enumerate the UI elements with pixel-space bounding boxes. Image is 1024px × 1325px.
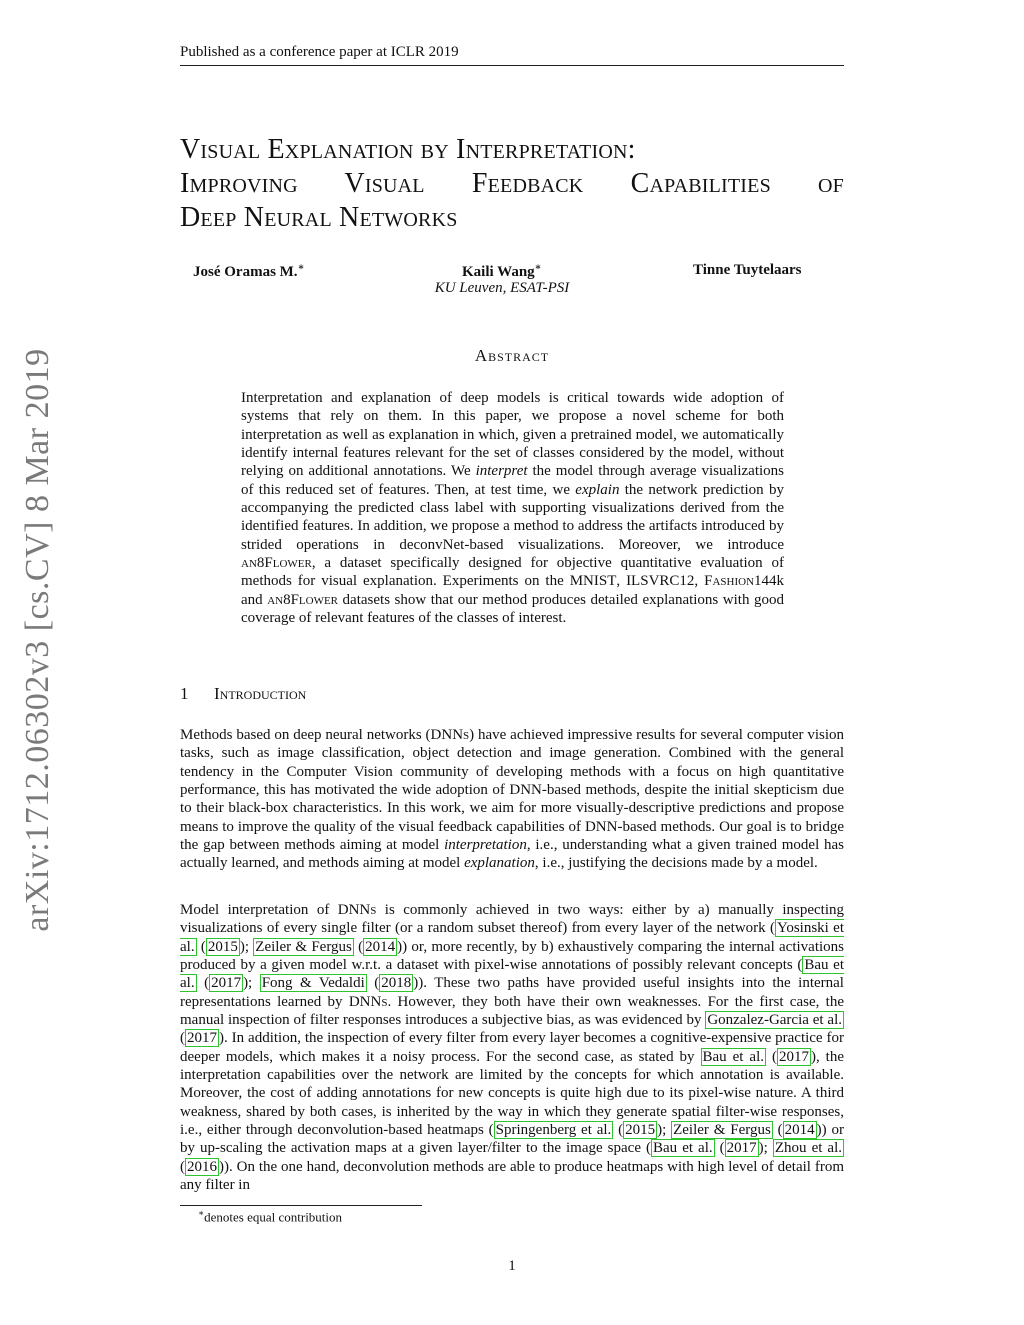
title-line-2: Improving Visual Feedback Capabilities of bbox=[180, 168, 844, 199]
abstract-text: , bbox=[694, 573, 705, 590]
body-text: ( bbox=[613, 1122, 624, 1139]
section-heading bbox=[180, 684, 306, 704]
body-text: ( bbox=[180, 1158, 185, 1175]
citation-link[interactable]: Springenberg et al. bbox=[495, 1122, 612, 1139]
citation-link[interactable]: 2014 bbox=[365, 938, 396, 955]
footnote-rule bbox=[180, 1205, 422, 1206]
citation-link[interactable]: Yosinski et al. bbox=[180, 920, 845, 955]
citation-link[interactable]: Bau et al. bbox=[702, 1048, 764, 1065]
abstract-emph: explain bbox=[575, 481, 620, 498]
abstract-text: datasets show that our method produces detailed explanations with good coverage of relevant features of the classes of interest. bbox=[241, 591, 784, 627]
citation-link[interactable]: 2018 bbox=[381, 975, 412, 992]
body-text: ); bbox=[239, 938, 254, 955]
intro-paragraph-1 bbox=[180, 726, 844, 873]
body-text: ( bbox=[772, 1122, 783, 1139]
citation-link[interactable]: 2015 bbox=[625, 1122, 656, 1139]
body-text: ( bbox=[366, 975, 380, 992]
author-2 bbox=[462, 262, 542, 281]
abstract-text: , a dataset specifically designed for objective quantitative evaluation of methods for visual explanation. Experiments on the bbox=[241, 555, 784, 590]
abstract-body bbox=[241, 389, 784, 627]
dataset-name: an8Flower bbox=[241, 555, 312, 572]
body-text: ( bbox=[714, 1140, 725, 1157]
arxiv-id: arXiv:1712.06302v3 [cs.CV] 8 Mar 2019 bbox=[19, 348, 56, 932]
dataset-name: Fashion bbox=[704, 573, 755, 590]
title-line-1: Visual Explanation by Interpretation: bbox=[180, 134, 636, 165]
page-number: 1 bbox=[508, 1258, 516, 1274]
citation-link[interactable]: 2015 bbox=[207, 938, 238, 955]
intro-paragraph-2 bbox=[180, 901, 844, 1195]
citation-link[interactable]: 2016 bbox=[187, 1158, 217, 1175]
dataset-name: 144k bbox=[754, 573, 785, 590]
section-title: Introduction bbox=[214, 684, 307, 703]
section-number: 1 bbox=[180, 684, 189, 703]
abstract-text: , bbox=[616, 573, 627, 590]
emph-text: interpretation bbox=[444, 837, 527, 854]
body-text: ); bbox=[657, 1122, 672, 1139]
author-name: José Oramas M. bbox=[193, 264, 298, 280]
author-mark: ∗ bbox=[534, 262, 542, 273]
abstract-text: the network prediction by accompanying the predicted class label with supporting visualizations derived from the identified features. In addition, we propose a method to address the artifacts introduced by strided operations in deconvNet-based visualizations. Moreover, we introduce bbox=[241, 481, 784, 553]
body-text: )) or by up-scaling the activation maps at a given layer/filter to the image space ( bbox=[180, 1122, 844, 1157]
citation-link[interactable]: 2017 bbox=[726, 1140, 757, 1157]
body-text: Model interpretation of bbox=[180, 902, 338, 918]
emph-text: explanation bbox=[464, 855, 535, 872]
citation-link[interactable]: Zeiler & Fergus bbox=[255, 938, 352, 955]
acronym: DNNs bbox=[430, 727, 470, 743]
body-text: -based methods. Our goal is to bridge the gap between methods aiming at model bbox=[180, 818, 845, 854]
body-text: , i.e., justifying the decisions made by a model. bbox=[534, 855, 818, 872]
paper-title bbox=[180, 133, 844, 235]
citation-link[interactable]: 2014 bbox=[784, 1122, 815, 1139]
body-text: , i.e., understanding what a given trained model has actually learned, and methods aiming at model bbox=[180, 837, 844, 872]
dataset-name: ILSVRC12 bbox=[626, 573, 695, 590]
citation-link[interactable]: Bau et al. bbox=[180, 957, 844, 992]
abstract-text: Interpretation and explanation of deep models is critical towards wide adoption of systems that rely on them. In this paper, we propose a novel scheme for both interpretation as well as explanation in which, given a pretrained model, we automatically identify internal features relevant for the set of classes considered by the model, without relying on additional annotations. We bbox=[241, 390, 784, 480]
citation-link[interactable]: 2017 bbox=[211, 975, 242, 992]
title-line-3: Deep Neural Networks bbox=[180, 202, 458, 233]
abstract-heading: Abstract bbox=[474, 346, 550, 365]
body-text: ); bbox=[243, 975, 260, 992]
acronym: DNNs bbox=[348, 993, 388, 1010]
body-text: Methods based on deep neural networks ( bbox=[180, 727, 431, 743]
abstract-text: and bbox=[241, 591, 268, 608]
body-text: . However, they both have their own weaknesses. For the first case, the manual inspection of filter responses introduces a subjective bias, as was evidenced by bbox=[180, 993, 844, 1029]
abstract-text: the model through average visualizations of this reduced set of features. Then, at test time, we bbox=[241, 463, 784, 498]
body-text: )). These two paths have provided useful insights into the internal representations learned by bbox=[180, 975, 844, 1010]
abstract-emph: interpret bbox=[475, 463, 528, 480]
citation-link[interactable]: Fong & Vedaldi bbox=[261, 975, 365, 992]
citation-link[interactable]: Zhou et al. bbox=[774, 1140, 842, 1157]
body-text: )). On the one hand, deconvolution methods are able to produce heatmaps with high level of detail from any filter in bbox=[180, 1158, 844, 1194]
body-text: ( bbox=[766, 1048, 777, 1065]
affiliation: KU Leuven, ESAT-PSI bbox=[434, 280, 570, 296]
footnote bbox=[198, 1208, 342, 1225]
author-1 bbox=[193, 262, 304, 281]
body-text: ), the interpretation capabilities over the network are limited by the concepts for which annotation is available. Moreover, the cost of adding annotations for new concepts is quite high due to its pixel-wise nature. A third weakness, shared by both cases, is inherited by the way in which they generate spatial filter-wise responses, i.e., either through deconvolution-based heatmaps ( bbox=[180, 1048, 844, 1139]
body-text: is commonly achieved in two ways: either by a) manually inspecting visualizations of every single filter (or a random subset thereof) from every layer of the network ( bbox=[180, 902, 844, 937]
citation-link[interactable]: 2017 bbox=[187, 1030, 217, 1047]
author-mark: ∗ bbox=[297, 262, 305, 273]
acronym: DNNs bbox=[337, 902, 377, 918]
citation-link[interactable]: Bau et al. bbox=[653, 1140, 713, 1157]
body-text: )) or, more recently, by b) exhaustively comparing the internal activations produced by a given model w.r.t. a dataset with pixel-wise annotations of possibly relevant concepts ( bbox=[180, 938, 845, 974]
citation-link[interactable]: Gonzalez-Garcia et al. bbox=[707, 1012, 843, 1029]
citation-link[interactable]: 2017 bbox=[778, 1048, 809, 1065]
body-text: ( bbox=[196, 975, 210, 992]
conference-header: Published as a conference paper at ICLR 2019 bbox=[180, 44, 844, 66]
dataset-name: an8Flower bbox=[267, 591, 339, 608]
citation-link[interactable]: Zeiler & Fergus bbox=[673, 1122, 771, 1139]
body-text: ) have achieved impressive results for several computer vision tasks, such as image classification, object detection and image generation. Combined with the general tendency in the Computer Vision community of developing methods with a focus on high quantitative performance, this has motivated the wide adoption of bbox=[180, 727, 844, 799]
author-name: Kaili Wang bbox=[462, 264, 535, 280]
body-text: ). In addition, the inspection of every filter from every layer becomes a cognitive-expensive practice for deeper models, which makes it a noisy process. For the second case, as stated by bbox=[180, 1030, 844, 1065]
author-3 bbox=[693, 262, 802, 279]
footnote-mark: ∗ bbox=[198, 1208, 205, 1218]
acronym: DNN bbox=[584, 818, 618, 835]
body-text: ( bbox=[196, 938, 206, 955]
body-text: ( bbox=[180, 1030, 185, 1047]
dataset-name: MNIST bbox=[569, 573, 617, 590]
body-text: -based methods, despite the initial skepticism due to their black-box characteristics. In this work, we aim for more visually-descriptive predictions and propose means to improve the quality of the visual feedback capabilities of bbox=[180, 782, 844, 835]
body-text: ); bbox=[758, 1140, 773, 1157]
footnote-text: denotes equal contribution bbox=[204, 1209, 343, 1225]
body-text: ( bbox=[353, 938, 364, 955]
acronym: DNN bbox=[509, 782, 542, 799]
author-name: Tinne Tuytelaars bbox=[693, 262, 802, 278]
